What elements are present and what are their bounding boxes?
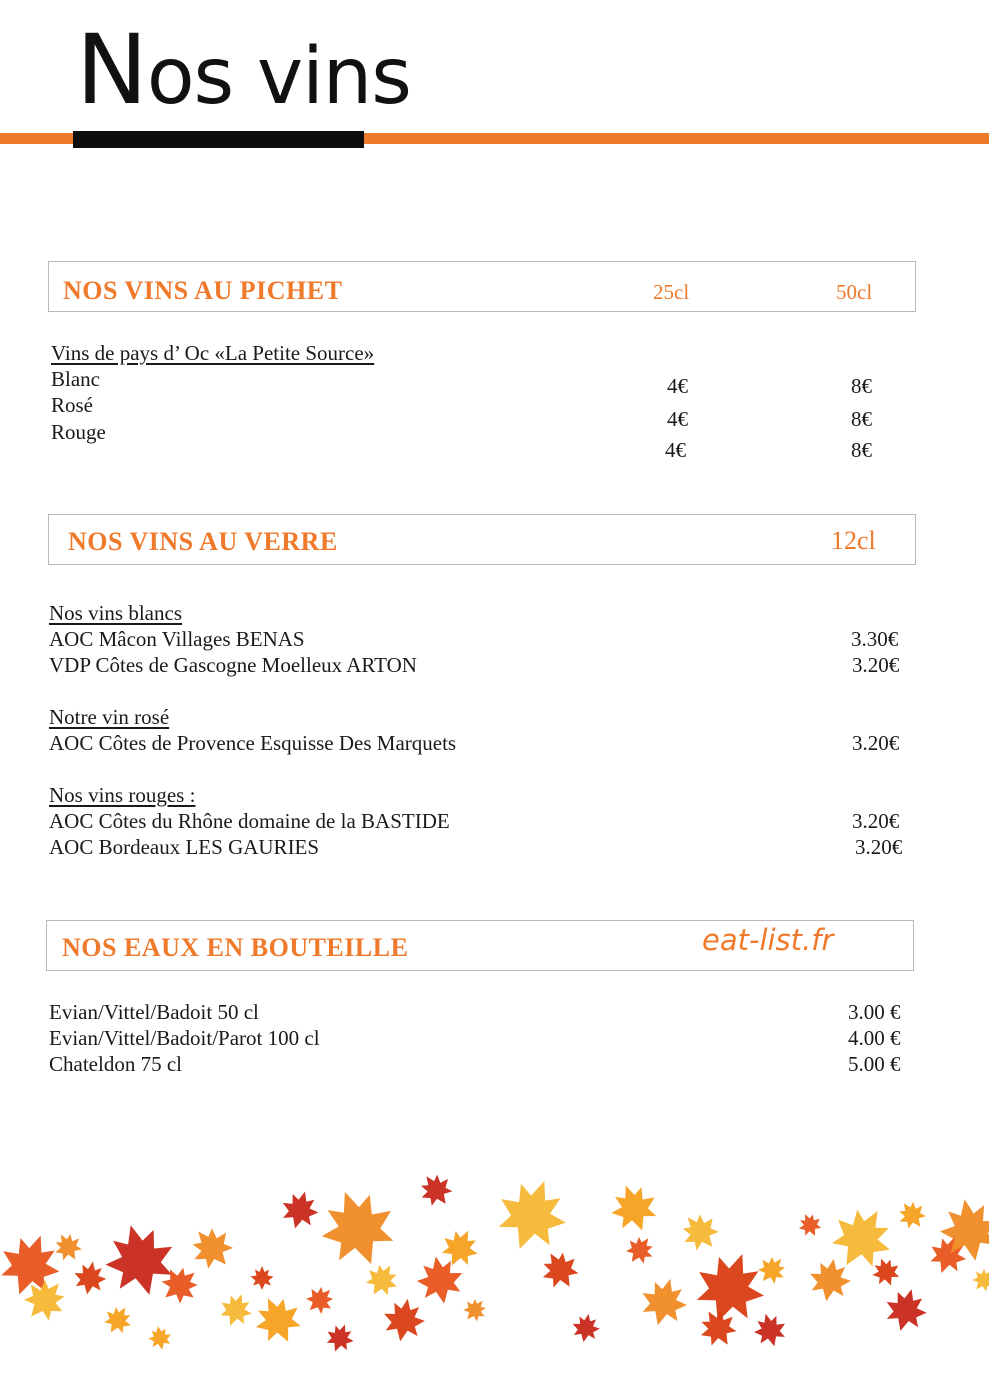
autumn-leaf-icon bbox=[147, 1324, 174, 1352]
autumn-leaf-icon bbox=[310, 1179, 405, 1276]
autumn-leaf-icon bbox=[71, 1259, 109, 1298]
list-item-price: 3.20€ bbox=[855, 835, 903, 859]
page-title-initial: N bbox=[76, 14, 147, 126]
column-header-12cl: 12cl bbox=[831, 526, 876, 555]
autumn-leaf-icon bbox=[967, 1263, 989, 1296]
section-title-eaux: NOS EAUX EN BOUTEILLE bbox=[62, 933, 409, 962]
list-item-name: Chateldon 75 cl bbox=[49, 1052, 182, 1076]
autumn-leaf-icon bbox=[570, 1311, 602, 1344]
autumn-leaf-icon bbox=[247, 1289, 309, 1352]
autumn-leaf-icon bbox=[49, 1228, 87, 1267]
list-item-name: AOC Bordeaux LES GAURIES bbox=[49, 835, 320, 859]
autumn-leaf-icon bbox=[251, 1266, 274, 1290]
list-item-price: 3.20€ bbox=[852, 809, 900, 833]
autumn-leaf-icon bbox=[636, 1273, 693, 1331]
price-25cl: 4€ bbox=[665, 438, 686, 462]
autumn-leaf-icon bbox=[795, 1209, 826, 1240]
page-title bbox=[76, 14, 411, 126]
autumn-leaf-icon bbox=[674, 1205, 727, 1258]
list-item-price: 4.00 € bbox=[848, 1026, 901, 1050]
group-heading-rose: Notre vin rosé bbox=[49, 705, 170, 729]
list-item-price: 3.30€ bbox=[851, 627, 899, 651]
autumn-leaf-icon bbox=[752, 1250, 792, 1290]
price-50cl: 8€ bbox=[851, 407, 872, 431]
autumn-leaf-icon bbox=[487, 1169, 576, 1260]
autumn-leaf-icon bbox=[750, 1310, 790, 1351]
autumn-leaf-icon bbox=[880, 1284, 931, 1336]
list-item-name: Evian/Vittel/Badoit/Parot 100 cl bbox=[49, 1026, 320, 1050]
autumn-leaf-icon bbox=[534, 1244, 585, 1296]
autumn-leaf-icon bbox=[215, 1289, 257, 1332]
autumn-leaf-icon bbox=[458, 1293, 491, 1326]
list-item-name: Blanc bbox=[51, 367, 100, 391]
list-item-name: Rouge bbox=[51, 420, 106, 444]
autumn-leaf-icon bbox=[413, 1167, 459, 1213]
watermark-text: eat-list.fr bbox=[702, 923, 834, 957]
autumn-leaf-icon bbox=[322, 1320, 358, 1357]
list-item-name: AOC Côtes du Rhône domaine de la BASTIDE bbox=[49, 809, 450, 833]
autumn-leaf-icon bbox=[413, 1252, 467, 1307]
list-item-price: 3.20€ bbox=[852, 653, 900, 677]
price-25cl: 4€ bbox=[667, 374, 688, 398]
autumn-leaf-icon bbox=[99, 1301, 137, 1340]
list-item-name: VDP Côtes de Gascogne Moelleux ARTON bbox=[49, 653, 417, 677]
page-title-rest: os vins bbox=[146, 32, 411, 122]
group-heading-rouges: Nos vins rouges : bbox=[49, 783, 196, 807]
list-item-name: Rosé bbox=[51, 393, 93, 417]
column-header-50cl: 50cl bbox=[836, 280, 873, 304]
group-heading-blancs: Nos vins blancs bbox=[49, 601, 182, 625]
list-item-price: 3.00 € bbox=[848, 1000, 901, 1024]
list-item-price: 5.00 € bbox=[848, 1052, 901, 1076]
list-item-name: Evian/Vittel/Badoit 50 cl bbox=[49, 1000, 259, 1024]
header-black-bar bbox=[73, 131, 364, 148]
section-title-pichet: NOS VINS AU PICHET bbox=[63, 276, 343, 305]
autumn-leaf-icon bbox=[868, 1254, 904, 1291]
autumn-leaf-icon bbox=[620, 1230, 659, 1269]
column-header-25cl: 25cl bbox=[653, 280, 690, 304]
list-item-name: AOC Mâcon Villages BENAS bbox=[49, 627, 305, 651]
autumn-leaves-decoration bbox=[0, 1160, 989, 1399]
price-50cl: 8€ bbox=[851, 438, 872, 462]
price-50cl: 8€ bbox=[851, 374, 872, 398]
autumn-leaf-icon bbox=[300, 1280, 340, 1320]
autumn-leaf-icon bbox=[182, 1218, 241, 1278]
autumn-leaf-icon bbox=[380, 1295, 428, 1345]
price-25cl: 4€ bbox=[667, 407, 688, 431]
autumn-leaf-icon bbox=[435, 1223, 485, 1273]
list-item-name: AOC Côtes de Provence Esquisse Des Marquets bbox=[49, 731, 457, 755]
autumn-leaf-icon bbox=[277, 1187, 322, 1234]
group-heading-petite-source: Vins de pays d’ Oc «La Petite Source» bbox=[51, 341, 375, 365]
autumn-leaf-icon bbox=[604, 1178, 664, 1239]
section-title-verre: NOS VINS AU VERRE bbox=[68, 527, 338, 556]
autumn-leaf-icon bbox=[892, 1195, 931, 1234]
autumn-leaf-icon bbox=[360, 1257, 405, 1302]
list-item-price: 3.20€ bbox=[852, 731, 900, 755]
